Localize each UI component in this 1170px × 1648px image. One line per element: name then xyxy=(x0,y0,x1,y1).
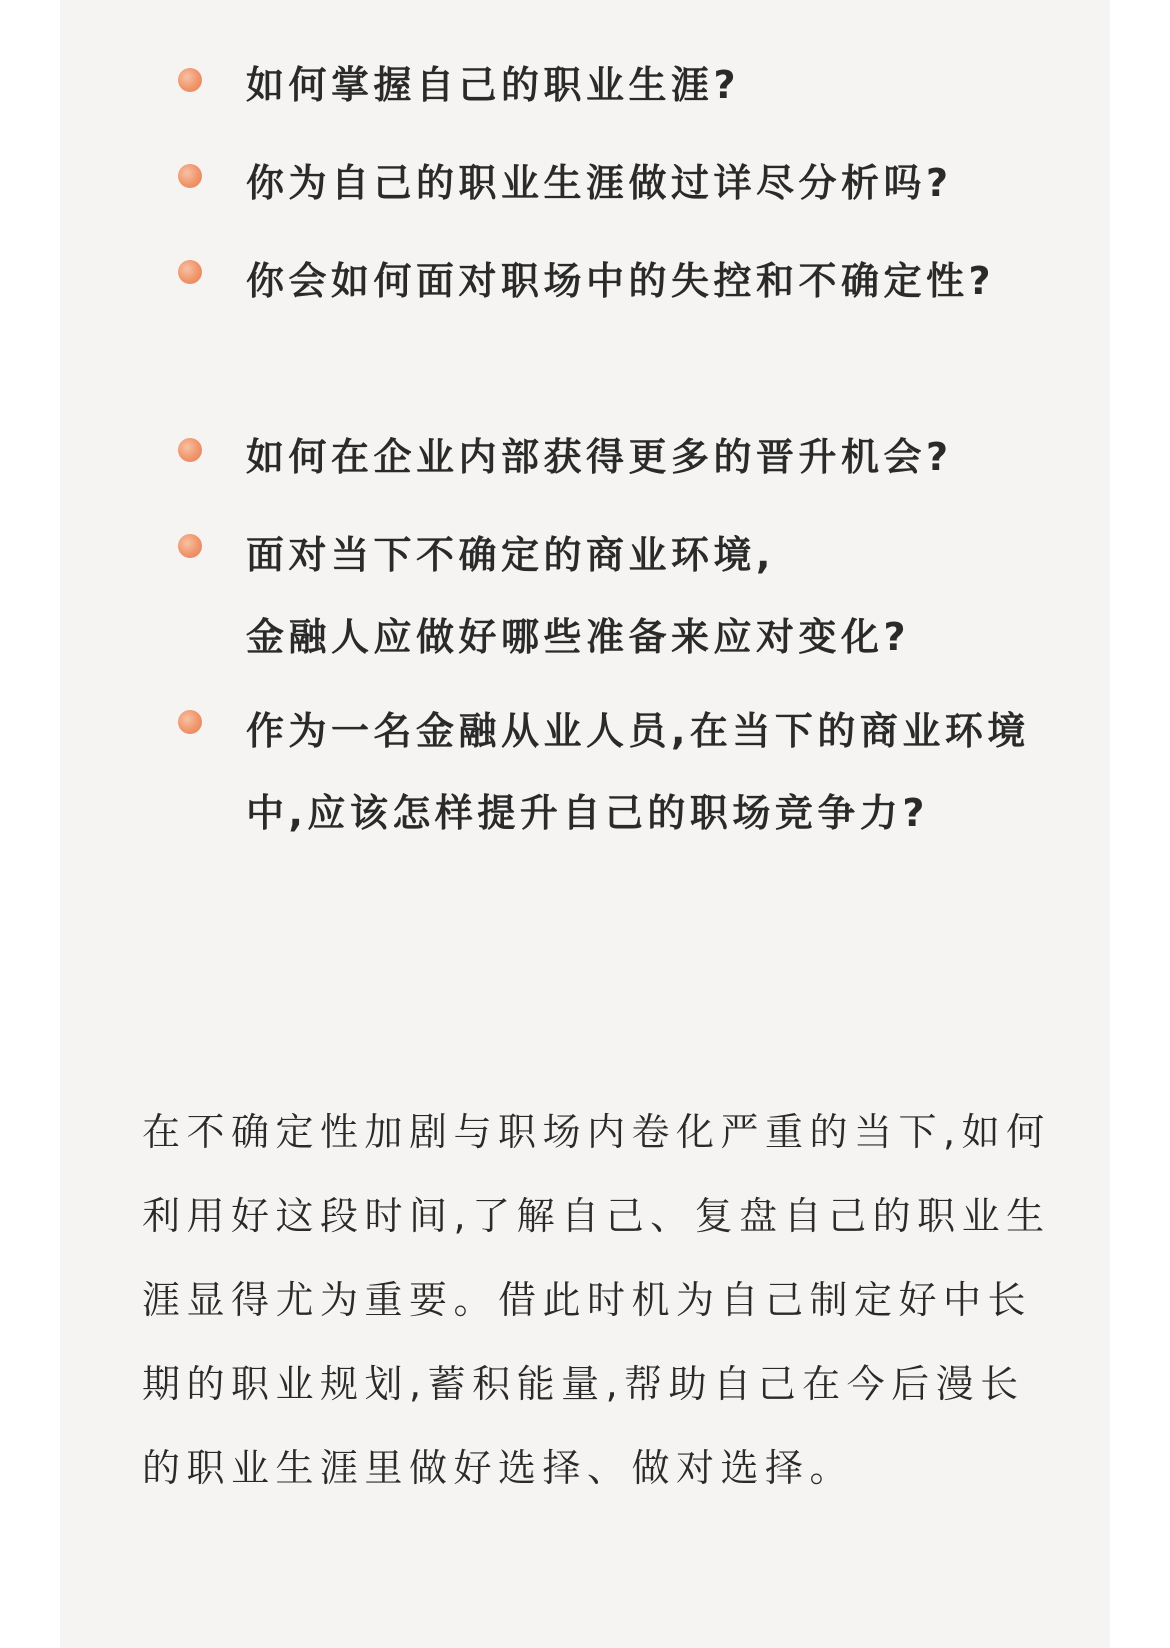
question-text: 你为自己的职业生涯做过详尽分析吗? xyxy=(246,161,953,205)
question-text: 面对当下不确定的商业环境, 金融人应做好哪些准备来应对变化? xyxy=(246,533,911,659)
bullet-dot-icon xyxy=(178,438,202,462)
question-text: 作为一名金融从业人员,在当下的商业环境中,应该怎样提升自己的职场竞争力? xyxy=(246,709,1030,835)
article-page xyxy=(60,0,1110,1648)
bullet-dot-icon xyxy=(178,260,202,284)
bullet-dot-icon xyxy=(178,534,202,558)
question-text: 如何掌握自己的职业生涯? xyxy=(246,63,741,107)
bullet-dot-icon xyxy=(178,164,202,188)
body-paragraph: 在不确定性加剧与职场内卷化严重的当下,如何利用好这段时间,了解自己、复盘自己的职业生涯显得尤为重要。借此时机为自己制定好中长期的职业规划,蓄积能量,帮助自己在今后漫长的职业生涯里做好选择、做对选择。 xyxy=(142,1110,1051,1490)
question-text: 如何在企业内部获得更多的晋升机会? xyxy=(246,435,953,479)
bullet-dot-icon xyxy=(178,68,202,92)
bullet-dot-icon xyxy=(178,710,202,734)
question-text: 你会如何面对职场中的失控和不确定性? xyxy=(246,259,996,303)
